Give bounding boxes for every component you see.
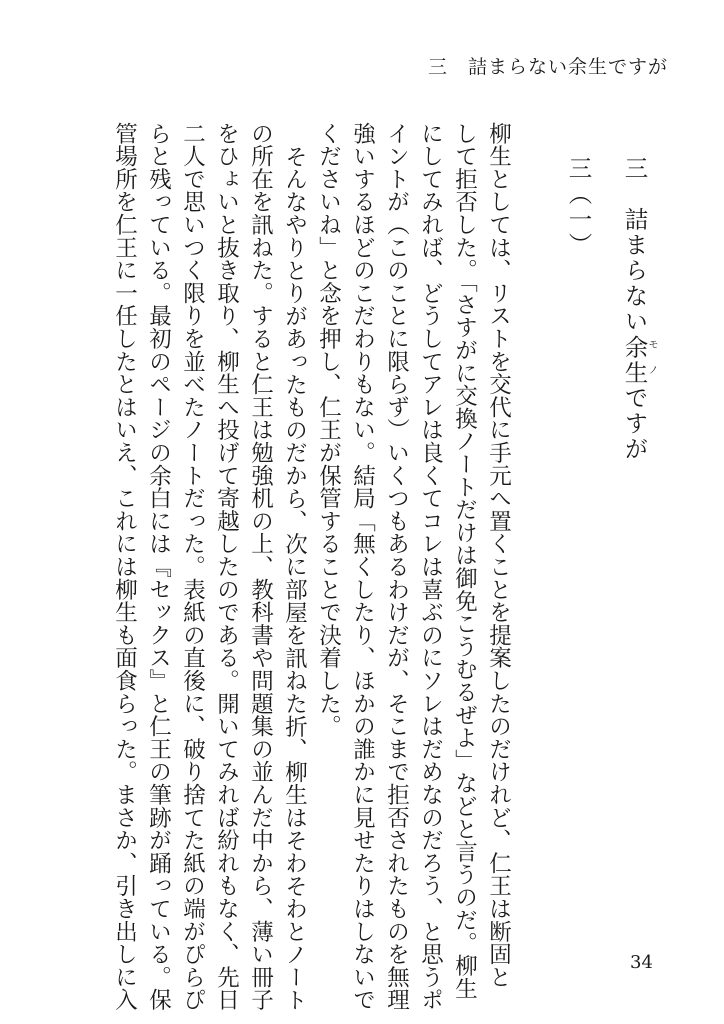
chapter-title-after: ですが (620, 385, 649, 462)
body-line-9: をひょいと抜き取り、柳生へ投げて寄越したのである。開いてみれば紛れもなく、先日 (213, 122, 240, 1012)
running-header: 三 詰まらない余生ですが (427, 56, 668, 78)
chapter-title-before: 三 詰まらない (620, 156, 649, 335)
body-line-6: くださいね」と念を押し、仁王が保管することで決着した。 (315, 122, 342, 738)
chapter-title-ruby (620, 334, 657, 386)
section-title: 三（一） (564, 156, 593, 258)
body-line-2: して拒否した。「さすがに交換ノートだけは御免こうむるぜよ」などと言うのだ。柳生 (451, 122, 478, 1000)
body-line-4: イントが（このことに限らず）いくつもあるわけだが、そこまで拒否されたものを無理 (383, 122, 410, 1012)
body-line-7: そんなやりとりがあったものだから、次に部屋を訊ねた折、柳生はそわそわとノート (281, 145, 308, 1012)
body-line-12: 管場所を仁王に一任したとはいえ、これには柳生も面食らった。まさか、引き出しに入 (111, 122, 138, 1012)
page-number: 34 (630, 952, 653, 973)
body-line-5: 強いするほどのこだわりもない。結局「無くしたり、ほかの誰かに見せたりはしないで (349, 122, 376, 1012)
body-line-11: らと残っている。最初のページの余白には『セックス』と仁王の筆跡が踊っている。保 (145, 122, 172, 1012)
body-line-10: 二人で思いつく限りを並べたノートだった。表紙の直後に、破り捨てた紙の端がぴらぴ (179, 122, 206, 1012)
body-line-8: の所在を訊ねた。すると仁王は勉強机の上、教科書や問題集の並んだ中から、薄い冊子 (247, 122, 274, 1012)
chapter-title-ruby-base: 余生 (620, 334, 649, 386)
body-line-3: にしてみれば、どうしてアレは良くてコレは喜ぶのにソレはだめなのだろう、と思うポ (417, 122, 444, 1012)
body-line-1: 柳生としては、リストを交代に手元へ置くことを提案したのだけれど、仁王は断固と (485, 122, 512, 989)
chapter-title (622, 156, 657, 462)
furigana: モノ (646, 334, 657, 386)
